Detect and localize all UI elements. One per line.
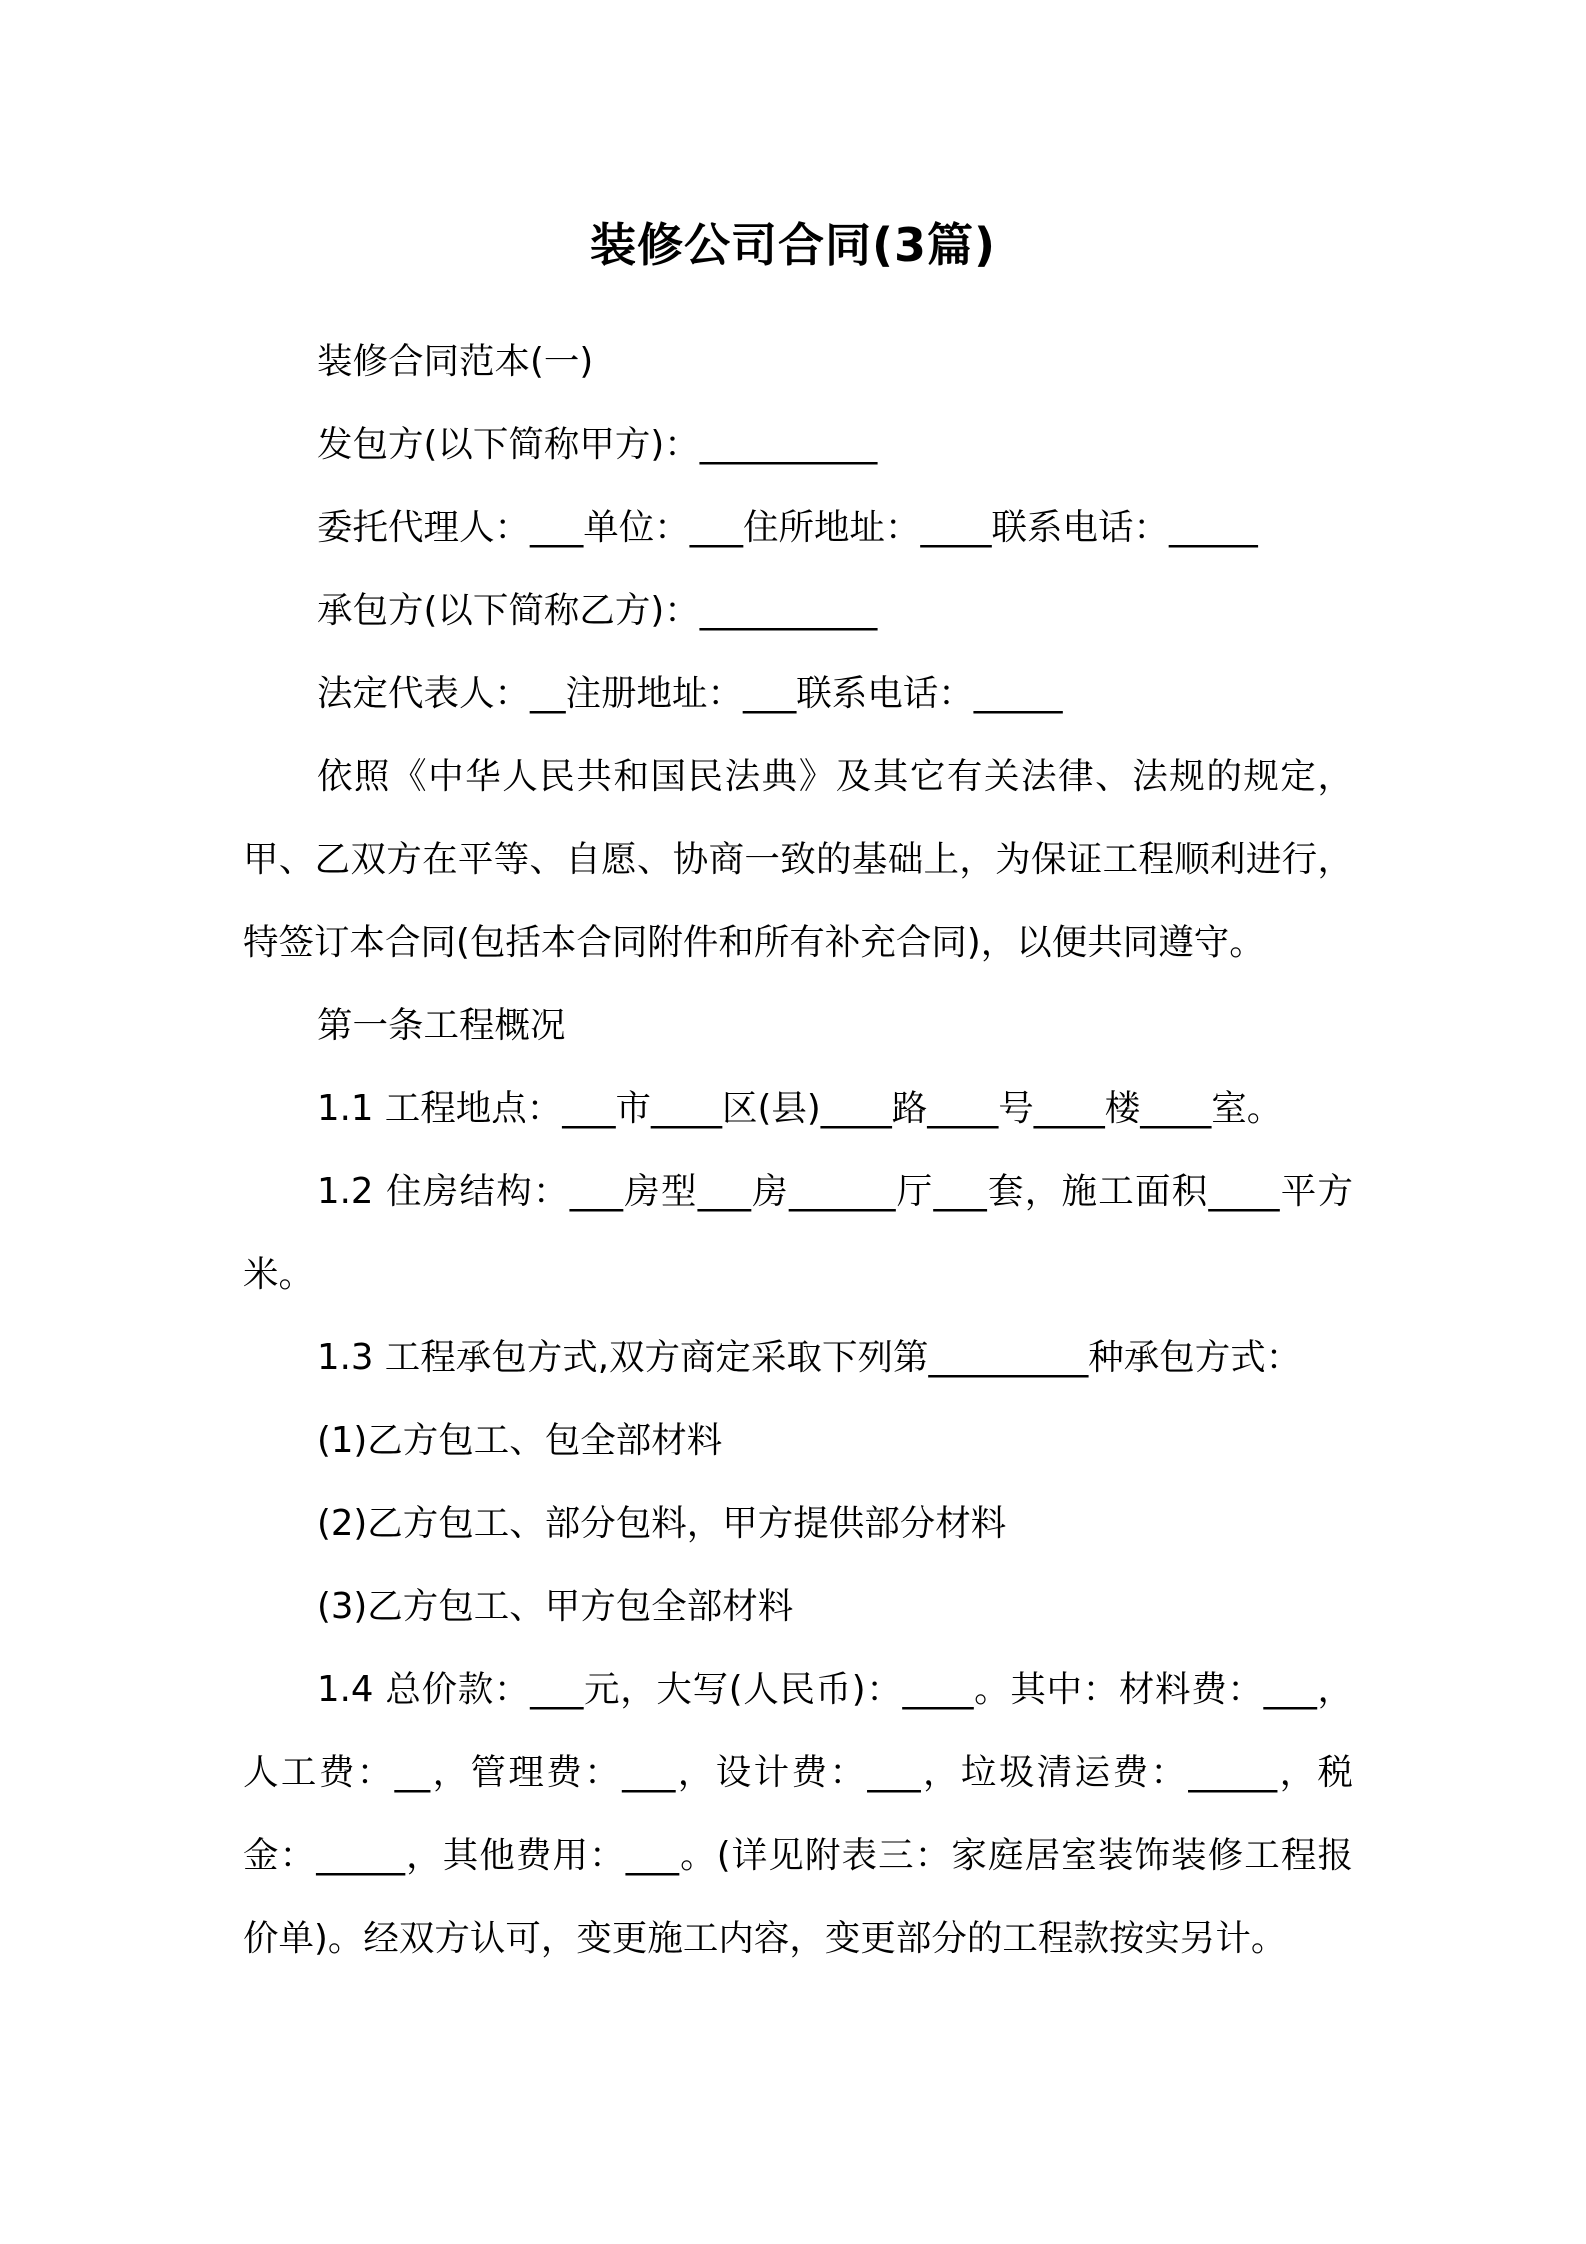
section-heading: 装修合同范本(一) — [317, 341, 594, 382]
document-body — [243, 320, 1353, 1980]
document-title: 装修公司合同(3篇) — [589, 218, 997, 272]
option-1: (1)乙方包工、包全部材料 — [317, 1420, 723, 1461]
clause-1-2: 1.2 住房结构：___房型___房______厅___套，施工面积____平方米。 — [243, 1171, 1353, 1295]
option-2: (2)乙方包工、部分包料，甲方提供部分材料 — [317, 1503, 1007, 1544]
party-b-line: 承包方(以下简称乙方)：__________ — [317, 590, 878, 631]
clause-1-1: 1.1 工程地点：___市____区(县)____路____号____楼____室。 — [317, 1088, 1283, 1129]
legal-rep-line: 法定代表人：__注册地址：___联系电话：_____ — [317, 673, 1063, 714]
option-3: (3)乙方包工、甲方包全部材料 — [317, 1586, 794, 1627]
clause-1-4: 1.4 总价款：___元，大写(人民币)：____。其中：材料费：___，人工费：__，管理费：___，设计费：___，垃圾清运费：_____，税金：_____，其他费用：___。(详见附表三：家庭居室装饰装修工程报价单)。经双方认可，变更施工内容，变更部分的工程款按实另计。 — [243, 1669, 1353, 1959]
party-a-line: 发包方(以下简称甲方)：__________ — [317, 424, 878, 465]
preamble-paragraph: 依照《中华人民共和国民法典》及其它有关法律、法规的规定，甲、乙双方在平等、自愿、协商一致的基础上，为保证工程顺利进行，特签订本合同(包括本合同附件和所有补充合同)，以便共同遵守。 — [243, 756, 1353, 963]
article-one-heading: 第一条工程概况 — [317, 1005, 566, 1046]
agent-info-line: 委托代理人：___单位：___住所地址：____联系电话：_____ — [317, 507, 1258, 548]
clause-1-3: 1.3 工程承包方式,双方商定采取下列第_________种承包方式： — [317, 1337, 1302, 1378]
